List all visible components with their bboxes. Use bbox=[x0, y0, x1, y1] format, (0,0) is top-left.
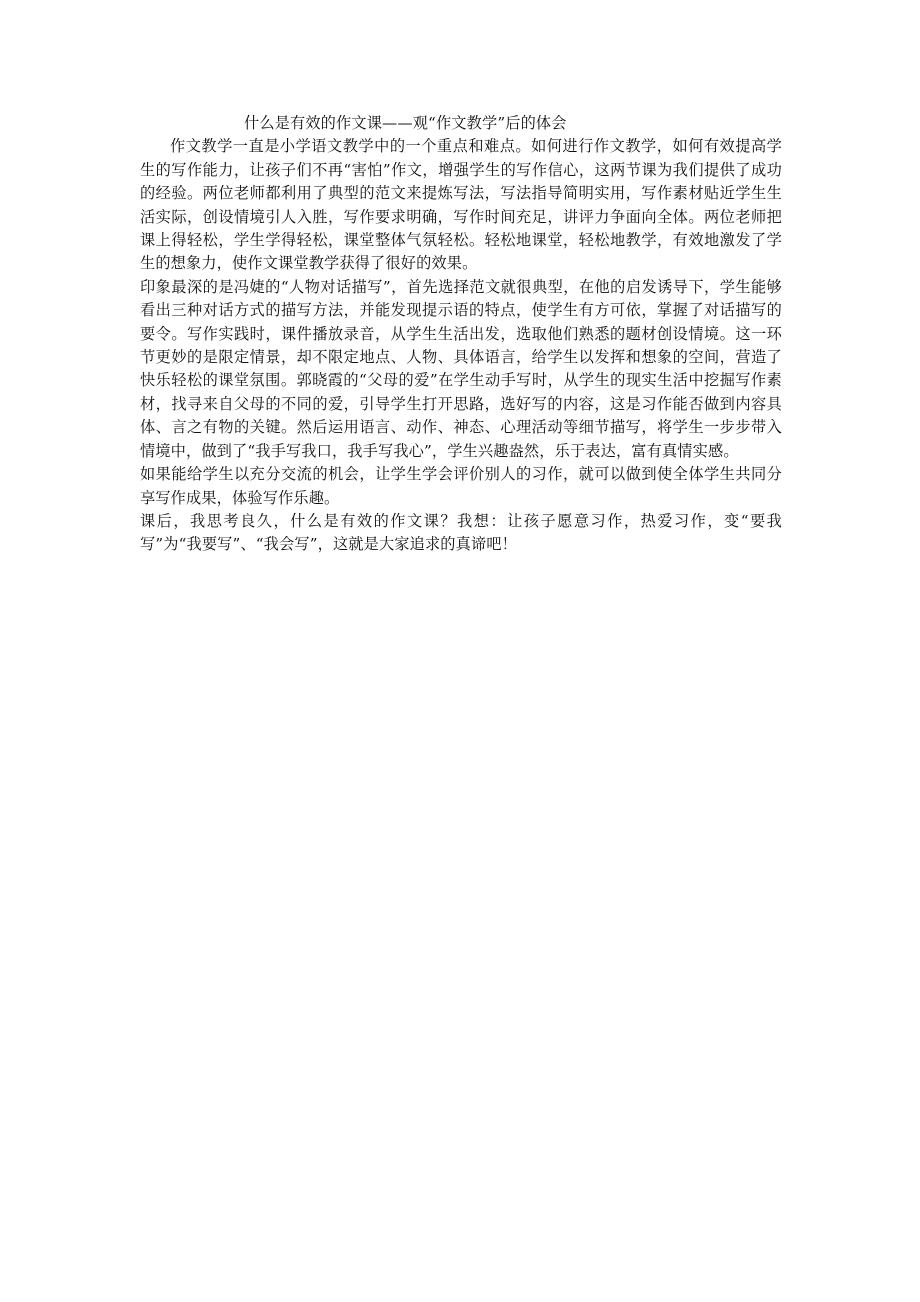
paragraph-sharing: 如果能给学生以充分交流的机会，让学生学会评价别人的习作，就可以做到使全体学生共同分享写作成果，体验写作乐趣。 bbox=[140, 465, 782, 507]
document-title: 什么是有效的作文课——观“作文教学”后的体会 bbox=[244, 114, 567, 132]
paragraph-conclusion: 课后，我思考良久，什么是有效的作文课？我想：让孩子愿意习作，热爱习作，变“要我写”为“我要写”、“我会写”，这就是大家追求的真谛吧！ bbox=[140, 511, 782, 554]
document-body bbox=[140, 112, 782, 557]
paragraph-intro: 作文教学一直是小学语文教学中的一个重点和难点。如何进行作文教学，如何有效提高学生的写作能力，让孩子们不再“害怕”作文，增强学生的写作信心，这两节课为我们提供了成功的经验。两位老师都利用了典型的范文来提炼写法，写法指导简明实用，写作素材贴近学生生活实际，创设情境引人入胜，写作要求明确，写作时间充足，讲评力争面向全体。两位老师把课上得轻松，学生学得轻松，课堂整体气氛轻松。轻松地课堂，轻松地教学，有效地激发了学生的想象力，使作文课堂教学获得了很好的效果。 bbox=[140, 137, 782, 273]
paragraph-impression: 印象最深的是冯婕的“人物对话描写”，首先选择范文就很典型，在他的启发诱导下，学生能够看出三种对话方式的描写方法，并能发现提示语的特点，使学生有方可依，掌握了对话描写的要令。写作实践时，课件播放录音，从学生生活出发，选取他们熟悉的题材创设情境。这一环节更妙的是限定情景，却不限定地点、人物、具体语言，给学生以发挥和想象的空间，营造了快乐轻松的课堂氛围。郭晓霞的“父母的爱”在学生动手写时，从学生的现实生活中挖掘写作素材，找寻来自父母的不同的爱，引导学生打开思路，选好写的内容，这是习作能否做到内容具体、言之有物的关键。然后运用语言、动作、神态、心理活动等细节描写，将学生一步步带入情境中，做到了“我手写我口，我手写我心”，学生兴趣盎然，乐于表达，富有真情实感。 bbox=[140, 277, 782, 460]
